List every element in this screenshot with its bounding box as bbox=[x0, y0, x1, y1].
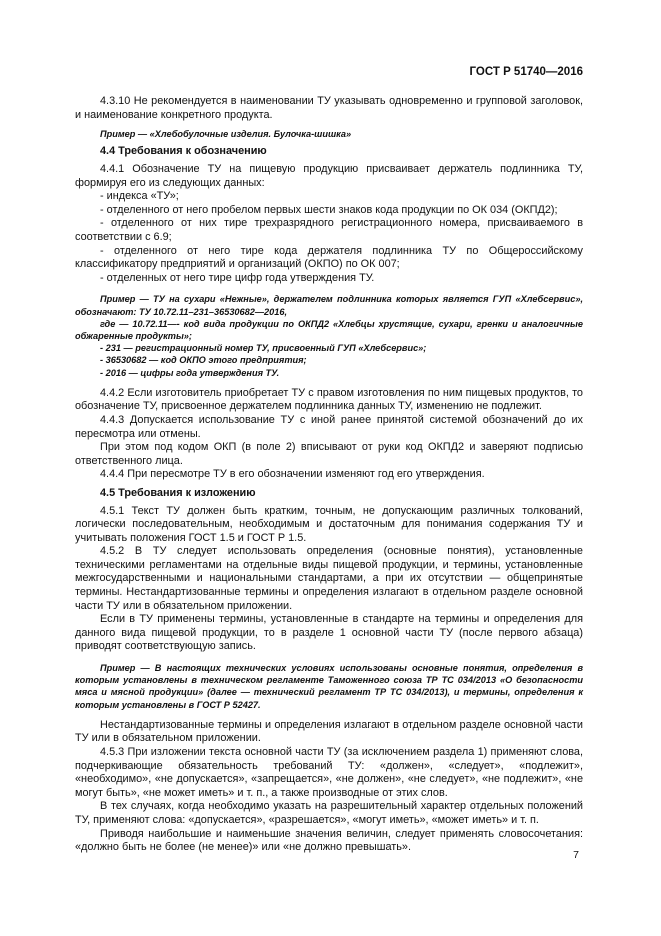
clause-4-4-4: 4.4.4 При пересмотре ТУ в его обозначении изменяют год его утверждения. bbox=[100, 468, 485, 481]
clause-4-5-3-final: Приводя наибольшие и наименьшие значения величин, следует применять словосочетания: «должно быть не более (не менее)» или «не должно превышать». bbox=[75, 827, 583, 854]
list-item-4: - отделенного от него тире кода держателя подлинника ТУ по Общероссийскому классификатору предприятий и организаций (ОКПО) по ОК 007; bbox=[75, 244, 583, 271]
clause-4-4-3-continued: При этом под кодом ОКП (в поле 2) вписывают от руки код ОКПД2 и заверяют подписью ответственного лица. bbox=[75, 441, 583, 467]
list-item-5: - отделенных от него тире цифр года утверждения ТУ. bbox=[100, 271, 375, 284]
example-2-item-2: - 36530682 — код ОКПО этого предприятия; bbox=[100, 355, 307, 366]
clause-4-4-2: 4.4.2 Если изготовитель приобретает ТУ с правом изготовления по ним пищевых продуктов, то обозначение ТУ, присвоенное держателем подлинника данных ТУ, изменению не подлежит. bbox=[75, 386, 583, 413]
clause-4-5-3-continued: В тех случаях, когда необходимо указать на разрешительный характер отдельных положений ТУ, применяют слова: «допускается», «разрешается», «могут иметь», «может иметь» и т. п. bbox=[75, 800, 583, 826]
example-2-item-1: - 231 — регистрационный номер ТУ, присвоенный ГУП «Хлебсервис»; bbox=[100, 343, 427, 354]
clause-4-5-2: 4.5.2 В ТУ следует использовать определения (основные понятия), установленные техническими регламентами на отдельные виды пищевой продукции, и термины, установленные межгосударственными и национальными стандартами, а при их отсутствии — общепринятые термины. Нестандартизованные термины и определения излагают в отдельном разделе основной части ТУ или в обязательном приложении. bbox=[75, 545, 583, 612]
example-1: Пример — «Хлебобулочные изделия. Булочка-шишка» bbox=[100, 129, 352, 140]
document-body bbox=[75, 95, 583, 855]
clause-4-4-1: 4.4.1 Обозначение ТУ на пищевую продукцию присваивает держатель подлинника ТУ, формируя его из следующих данных: bbox=[75, 162, 583, 189]
example-2-intro: Пример — ТУ на сухари «Нежные», держателем подлинника которых является ГУП «Хлебсервис», обозначают: ТУ 10.72.11–231–36530682—2016, bbox=[75, 294, 583, 317]
clause-4-5-3: 4.5.3 При изложении текста основной части ТУ (за исключением раздела 1) применяют слова, подчеркивающие обязательность требований ТУ: «должен», «следует», «подлежит», «необходимо», «не допускается», «запрещается», «не должен», «не следует», «не подлежит», «не могут быть», «не может иметь» и т. п., а также производные от этих слов. bbox=[75, 746, 583, 799]
example-3: Пример — В настоящих технических условиях использованы основные понятия, определения в которым установлены в техническом регламенте Таможенного союза ТР ТС 034/2013 «О безопасности мяса и мясной продукции» (далее — технический регламент ТР ТС 034/2013), и термины, определения к которым установлены в ГОСТ Р 52427. bbox=[75, 663, 583, 710]
clause-4-4-3: 4.4.3 Допускается использование ТУ с иной ранее принятой системой обозначений до их пересмотра или отмены. bbox=[75, 413, 583, 440]
clause-4-5-2-note: Нестандартизованные термины и определения излагают в отдельном разделе основной части ТУ или в обязательном приложении. bbox=[75, 718, 583, 745]
clause-4-5-1: 4.5.1 Текст ТУ должен быть кратким, точным, не допускающим различных толкований, логически последовательным, необходимым и достаточным для понимания содержания ТУ и учитывать положения ГОСТ 1.5 и ГОСТ Р 1.5. bbox=[75, 504, 583, 544]
page-number: 7 bbox=[573, 849, 579, 861]
clause-4-5-2-continued: Если в ТУ применены термины, установленные в стандарте на термины и определения для данного вида пищевой продукции, то в разделе 1 основной части ТУ (после первого абзаца) приводят соответствующую запись. bbox=[75, 613, 583, 653]
section-heading-4-5: 4.5 Требования к изложению bbox=[100, 486, 256, 499]
example-2-where: где — 10.72.11—- код вида продукции по ОКПД2 «Хлебцы хрустящие, сухари, гренки и аналогичные обжаренные продукты»; bbox=[75, 318, 583, 341]
list-item-3: - отделенного от них тире трехразрядного регистрационного номера, присваиваемого в соответствии с 6.9; bbox=[75, 217, 583, 243]
section-heading-4-4: 4.4 Требования к обозначению bbox=[100, 145, 267, 158]
example-2-item-3: - 2016 — цифры года утверждения ТУ. bbox=[100, 367, 280, 378]
document-code-header: ГОСТ Р 51740—2016 bbox=[469, 66, 583, 78]
list-item-1: - индекса «ТУ»; bbox=[100, 190, 179, 203]
list-item-2: - отделенного от него пробелом первых шести знаков кода продукции по ОК 034 (ОКПД2); bbox=[100, 203, 558, 216]
clause-4-3-10: 4.3.10 Не рекомендуется в наименовании ТУ указывать одновременно и групповой заголовок, и наименование конкретного продукта. bbox=[75, 95, 583, 121]
